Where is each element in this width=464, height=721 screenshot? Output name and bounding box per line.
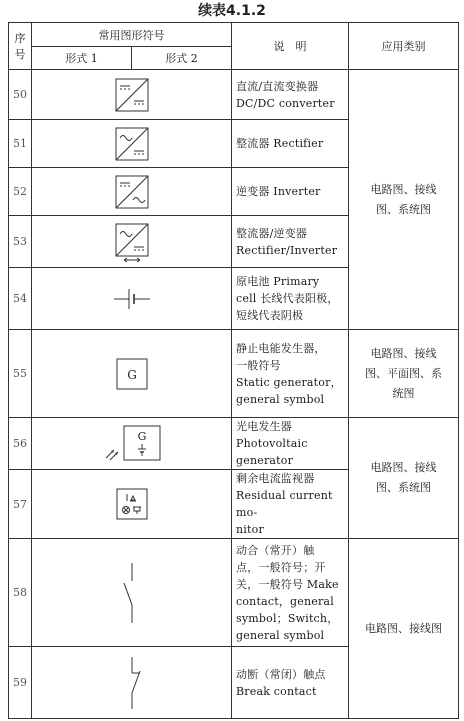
symbol-cell [32, 268, 232, 330]
description-header: 说 明 [232, 23, 349, 70]
row-number: 57 [9, 470, 32, 539]
desc-line: 关，一般符号 Make [236, 577, 339, 591]
description-cell [232, 268, 349, 330]
static-generator-letter: G [126, 367, 137, 382]
description-cell [232, 418, 349, 470]
description-cell [232, 330, 349, 418]
dc-dc-converter-icon [114, 77, 150, 113]
desc-line: 光电发生器 [236, 420, 292, 433]
row-number: 58 [9, 539, 32, 647]
desc-line: 整流器/逆变器 [236, 226, 308, 240]
desc-line: cell 长线代表阳极， [236, 292, 339, 305]
category-line: 电路图、接线 [370, 461, 437, 474]
description-cell [232, 470, 349, 539]
desc-line: Photovoltaic generator [236, 437, 308, 467]
category-cell [349, 330, 459, 418]
row-number: 53 [9, 216, 32, 268]
desc-line: 短线代表阴极 [236, 309, 304, 322]
description-cell [232, 120, 349, 168]
desc-line: contact，general [236, 594, 334, 608]
table-row [9, 418, 459, 470]
photovoltaic-letter: G [137, 429, 146, 443]
desc-line: 一般符号 [236, 358, 281, 372]
index-header-char-1: 序 [14, 32, 26, 45]
desc-line: general symbol [236, 392, 325, 406]
symbol-cell [32, 470, 232, 539]
desc-line: 逆变器 Inverter [236, 185, 321, 198]
residual-current-monitor-icon [116, 488, 148, 520]
description-cell [232, 647, 349, 719]
break-contact-icon [120, 655, 144, 711]
desc-line: 剩余电流监视器 [236, 472, 315, 485]
category-line: 电路图、接线 [370, 346, 437, 360]
category-cell [349, 539, 459, 719]
table-row [9, 70, 459, 120]
symbol-group-header: 常用图形符号 [32, 23, 232, 47]
symbol-cell [32, 418, 232, 470]
row-number: 54 [9, 268, 32, 330]
category-line: 电路图、接线 [370, 182, 437, 196]
desc-line: Rectifier/Inverter [236, 243, 338, 257]
desc-line: 整流器 Rectifier [236, 137, 324, 150]
table-title: 续表4.1.2 [198, 3, 266, 19]
static-generator-icon [116, 358, 148, 390]
header-row-1 [9, 23, 459, 47]
row-number: 52 [9, 168, 32, 216]
row-number: 56 [9, 418, 32, 470]
table-row [9, 539, 459, 647]
desc-line: nitor [236, 523, 264, 536]
category-line: 电路图、接线图 [365, 621, 442, 635]
row-number: 59 [9, 647, 32, 719]
category-line: 统图 [392, 386, 415, 400]
desc-line: symbol；Switch， [236, 611, 339, 625]
symbol-cell [32, 647, 232, 719]
form2-header: 形式 2 [132, 47, 232, 70]
category-cell [349, 70, 459, 330]
description-cell [232, 168, 349, 216]
desc-line: DC/DC converter [236, 96, 335, 110]
desc-line: 原电池 Primary [236, 275, 320, 288]
form1-header: 形式 1 [32, 47, 132, 70]
symbol-cell [32, 330, 232, 418]
description-cell [232, 539, 349, 647]
description-cell [232, 70, 349, 120]
primary-cell-icon [112, 287, 152, 311]
row-number: 55 [9, 330, 32, 418]
category-line: 图、平面图、系 [365, 366, 442, 380]
desc-line: 动合（常开）触 [236, 543, 315, 557]
symbol-cell [32, 216, 232, 268]
row-number: 50 [9, 70, 32, 120]
symbol-cell [32, 168, 232, 216]
make-contact-icon [120, 561, 144, 625]
category-header: 应用类别 [349, 23, 459, 70]
desc-line: general symbol [236, 628, 325, 642]
desc-line: Residual current mo- [236, 489, 333, 519]
desc-line: 静止电能发生器， [236, 341, 326, 355]
rectifier-inverter-icon [114, 222, 150, 262]
rectifier-icon [114, 126, 150, 162]
symbol-table [8, 22, 459, 719]
photovoltaic-generator-icon [102, 424, 162, 464]
desc-line: 点，一般符号；开 [236, 560, 326, 574]
category-cell [349, 418, 459, 539]
desc-line: Static generator， [236, 375, 342, 389]
index-header [9, 23, 32, 70]
row-number: 51 [9, 120, 32, 168]
inverter-icon [114, 174, 150, 210]
desc-line: Break contact [236, 684, 317, 698]
description-cell [232, 216, 349, 268]
desc-line: 动断（常闭）触点 [236, 667, 326, 681]
symbol-cell [32, 539, 232, 647]
category-line: 图、系统图 [376, 481, 431, 494]
category-line: 图、系统图 [376, 202, 431, 216]
index-header-char-2: 号 [14, 48, 26, 61]
symbol-cell [32, 120, 232, 168]
desc-line: 直流/直流变换器 [236, 79, 319, 93]
table-row [9, 330, 459, 418]
symbol-cell [32, 70, 232, 120]
